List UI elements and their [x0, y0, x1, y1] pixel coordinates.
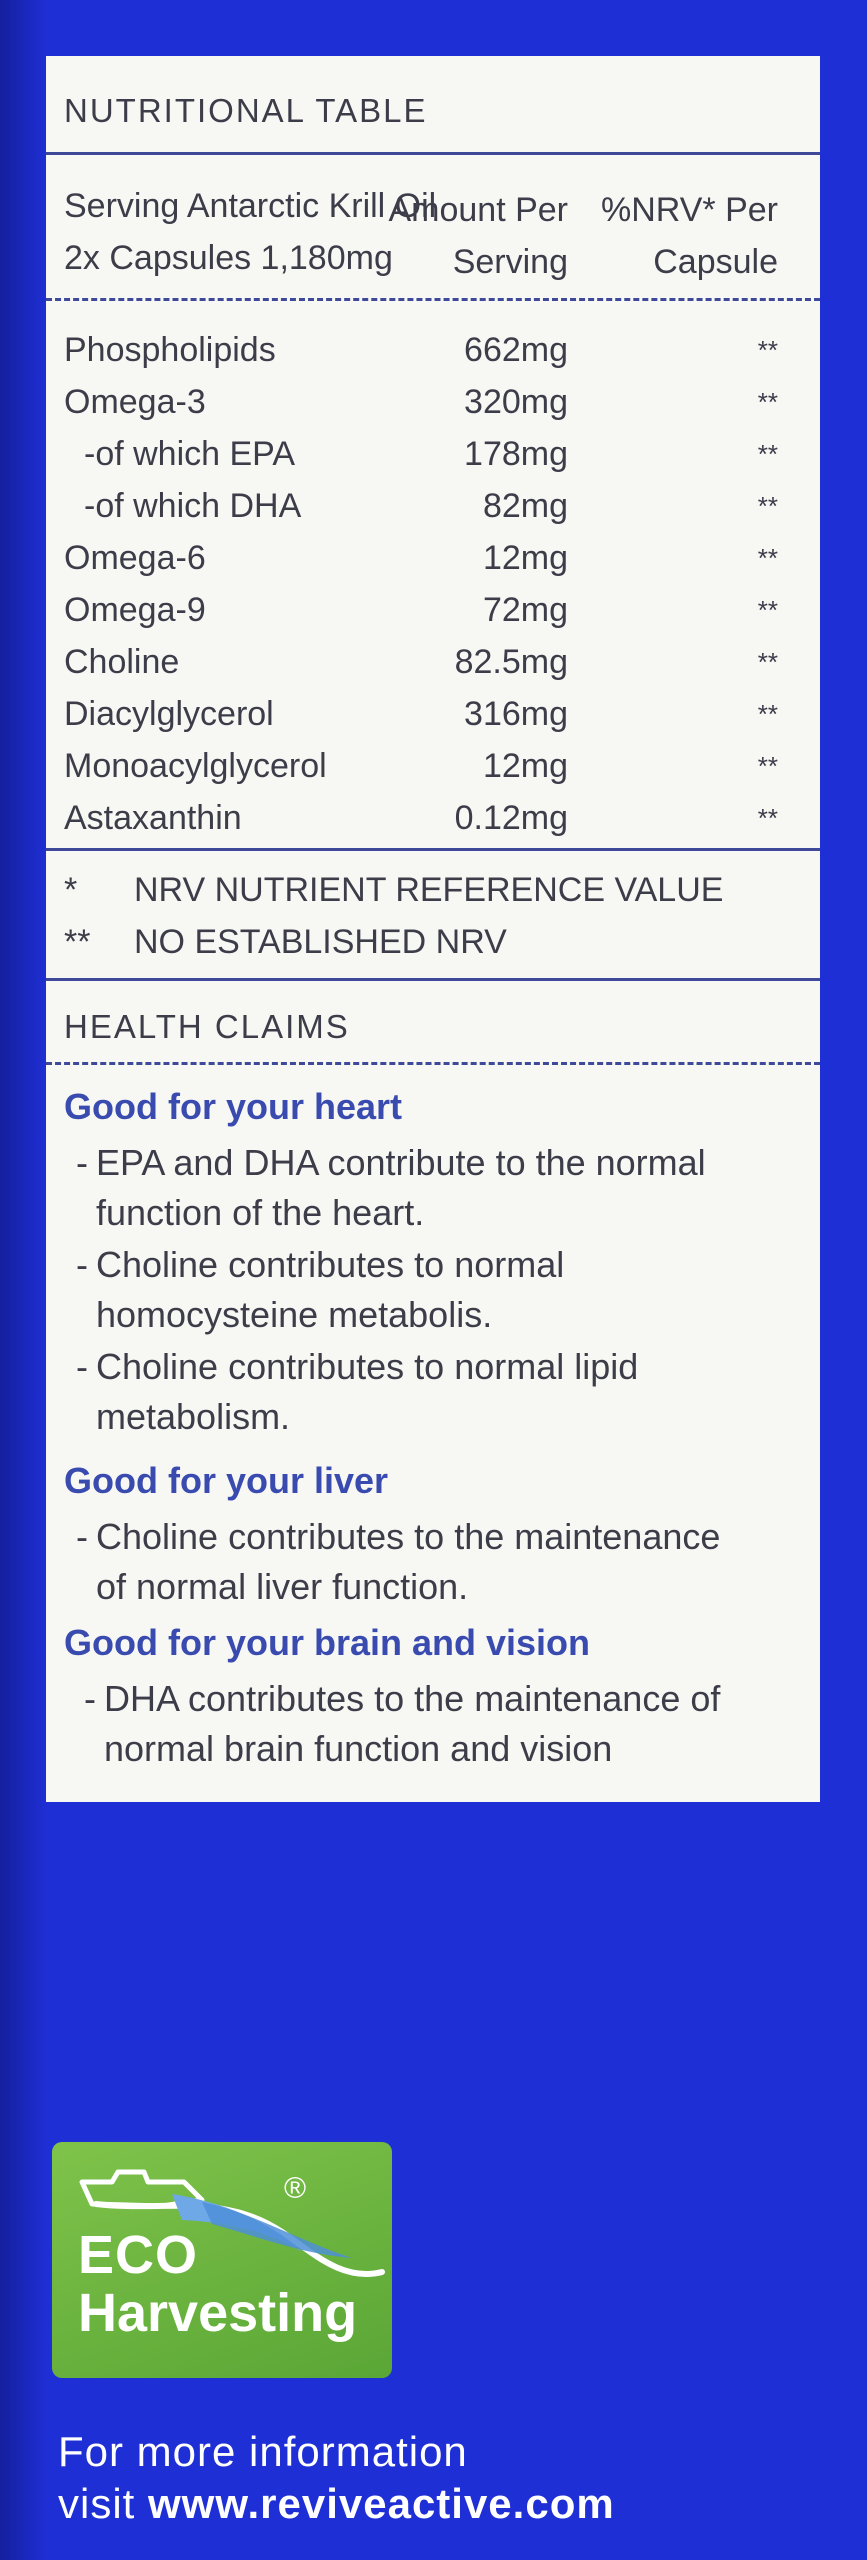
footnote-text: NRV NUTRIENT REFERENCE VALUE — [134, 871, 724, 909]
nrv-header-line1: %NRV* Per — [601, 191, 778, 229]
serving-header-line2: 2x Capsules 1,180mg — [64, 239, 393, 277]
nutrient-amount: 178mg — [464, 435, 568, 473]
nutrient-name: Monoacylglycerol — [64, 747, 327, 785]
nutrient-amount: 320mg — [464, 383, 568, 421]
footnote-text: NO ESTABLISHED NRV — [134, 923, 507, 961]
nutrient-amount: 12mg — [482, 747, 568, 785]
nutrient-name: Choline — [64, 643, 180, 681]
dashed-divider — [46, 298, 820, 301]
nutrient-nrv: ** — [757, 491, 778, 521]
nutrient-name: -of which DHA — [84, 487, 302, 525]
claim-line: homocysteine metabolis. — [96, 1294, 493, 1335]
nutrient-name: Phospholipids — [64, 331, 276, 369]
claim-heading-liver: Good for your liver — [64, 1460, 389, 1501]
table-row — [46, 324, 820, 376]
table-row — [46, 376, 820, 428]
claim-heading-brain-vision: Good for your brain and vision — [64, 1622, 591, 1663]
nutrient-nrv: ** — [757, 699, 778, 729]
nutrition-table-title: NUTRITIONAL TABLE — [64, 92, 428, 129]
claim-line: metabolism. — [96, 1396, 291, 1437]
nutrient-nrv: ** — [757, 543, 778, 573]
claim-heading-heart: Good for your heart — [64, 1086, 403, 1127]
divider — [46, 152, 820, 155]
nutrient-name: Omega-6 — [64, 539, 206, 577]
table-row — [46, 792, 820, 844]
nutrient-amount: 662mg — [464, 331, 568, 369]
table-row — [46, 740, 820, 792]
eco-harvesting-badge — [52, 2142, 392, 2378]
footnote-symbol: * — [64, 871, 78, 909]
table-row — [46, 584, 820, 636]
registered-mark: ® — [284, 2172, 307, 2205]
claim-line: function of the heart. — [96, 1192, 425, 1233]
nutrient-name: Diacylglycerol — [64, 695, 274, 733]
nutrient-name: Astaxanthin — [64, 799, 242, 837]
claim-line: - Choline contributes to the maintenance — [76, 1516, 721, 1557]
info-line1: For more information — [58, 2428, 468, 2475]
table-row — [46, 428, 820, 480]
nutrient-name: -of which EPA — [84, 435, 296, 473]
table-row — [46, 688, 820, 740]
nrv-header-line2: Capsule — [653, 243, 778, 281]
nutrient-amount: 12mg — [482, 539, 568, 577]
table-row — [46, 636, 820, 688]
website-link[interactable]: www.reviveactive.com — [148, 2480, 615, 2527]
left-edge-shade — [0, 0, 48, 2560]
nutrient-nrv: ** — [757, 751, 778, 781]
claim-line: - EPA and DHA contribute to the normal — [76, 1142, 706, 1183]
claim-line: of normal liver function. — [96, 1566, 469, 1607]
nutrient-nrv: ** — [757, 647, 778, 677]
eco-badge-line2: Harvesting — [78, 2283, 358, 2343]
amount-header-line2: Serving — [452, 243, 568, 281]
nutrient-nrv: ** — [757, 335, 778, 365]
nutrient-amount: 316mg — [464, 695, 568, 733]
claim-line: - Choline contributes to normal — [76, 1244, 565, 1285]
nutrient-name: Omega-3 — [64, 383, 206, 421]
claim-line: - Choline contributes to normal lipid — [76, 1346, 639, 1387]
claim-line: - DHA contributes to the maintenance of — [84, 1678, 721, 1719]
nutrient-amount: 82.5mg — [454, 643, 568, 681]
footnote-symbol: ** — [64, 923, 91, 961]
divider — [46, 848, 820, 851]
info-line2 — [58, 2480, 615, 2528]
nutrient-nrv: ** — [757, 439, 778, 469]
amount-header-line1: Amount Per — [388, 191, 568, 229]
health-claims-title: HEALTH CLAIMS — [64, 1008, 350, 1045]
serving-header-line1: Serving Antarctic Krill Oil — [64, 187, 437, 225]
nutrient-nrv: ** — [757, 803, 778, 833]
nutrient-name: Omega-9 — [64, 591, 206, 629]
info-panel — [46, 56, 820, 1802]
nutrient-nrv: ** — [757, 595, 778, 625]
nutrient-amount: 0.12mg — [454, 799, 568, 837]
claim-line: normal brain function and vision — [104, 1728, 613, 1769]
nutrient-amount: 72mg — [482, 591, 568, 629]
dashed-divider — [46, 1062, 820, 1065]
table-row — [46, 480, 820, 532]
info-visit-prefix: visit — [58, 2480, 136, 2527]
divider — [46, 978, 820, 981]
nutrient-nrv: ** — [757, 387, 778, 417]
eco-badge-line1: ECO — [78, 2225, 199, 2285]
nutrient-amount: 82mg — [482, 487, 568, 525]
table-row — [46, 532, 820, 584]
